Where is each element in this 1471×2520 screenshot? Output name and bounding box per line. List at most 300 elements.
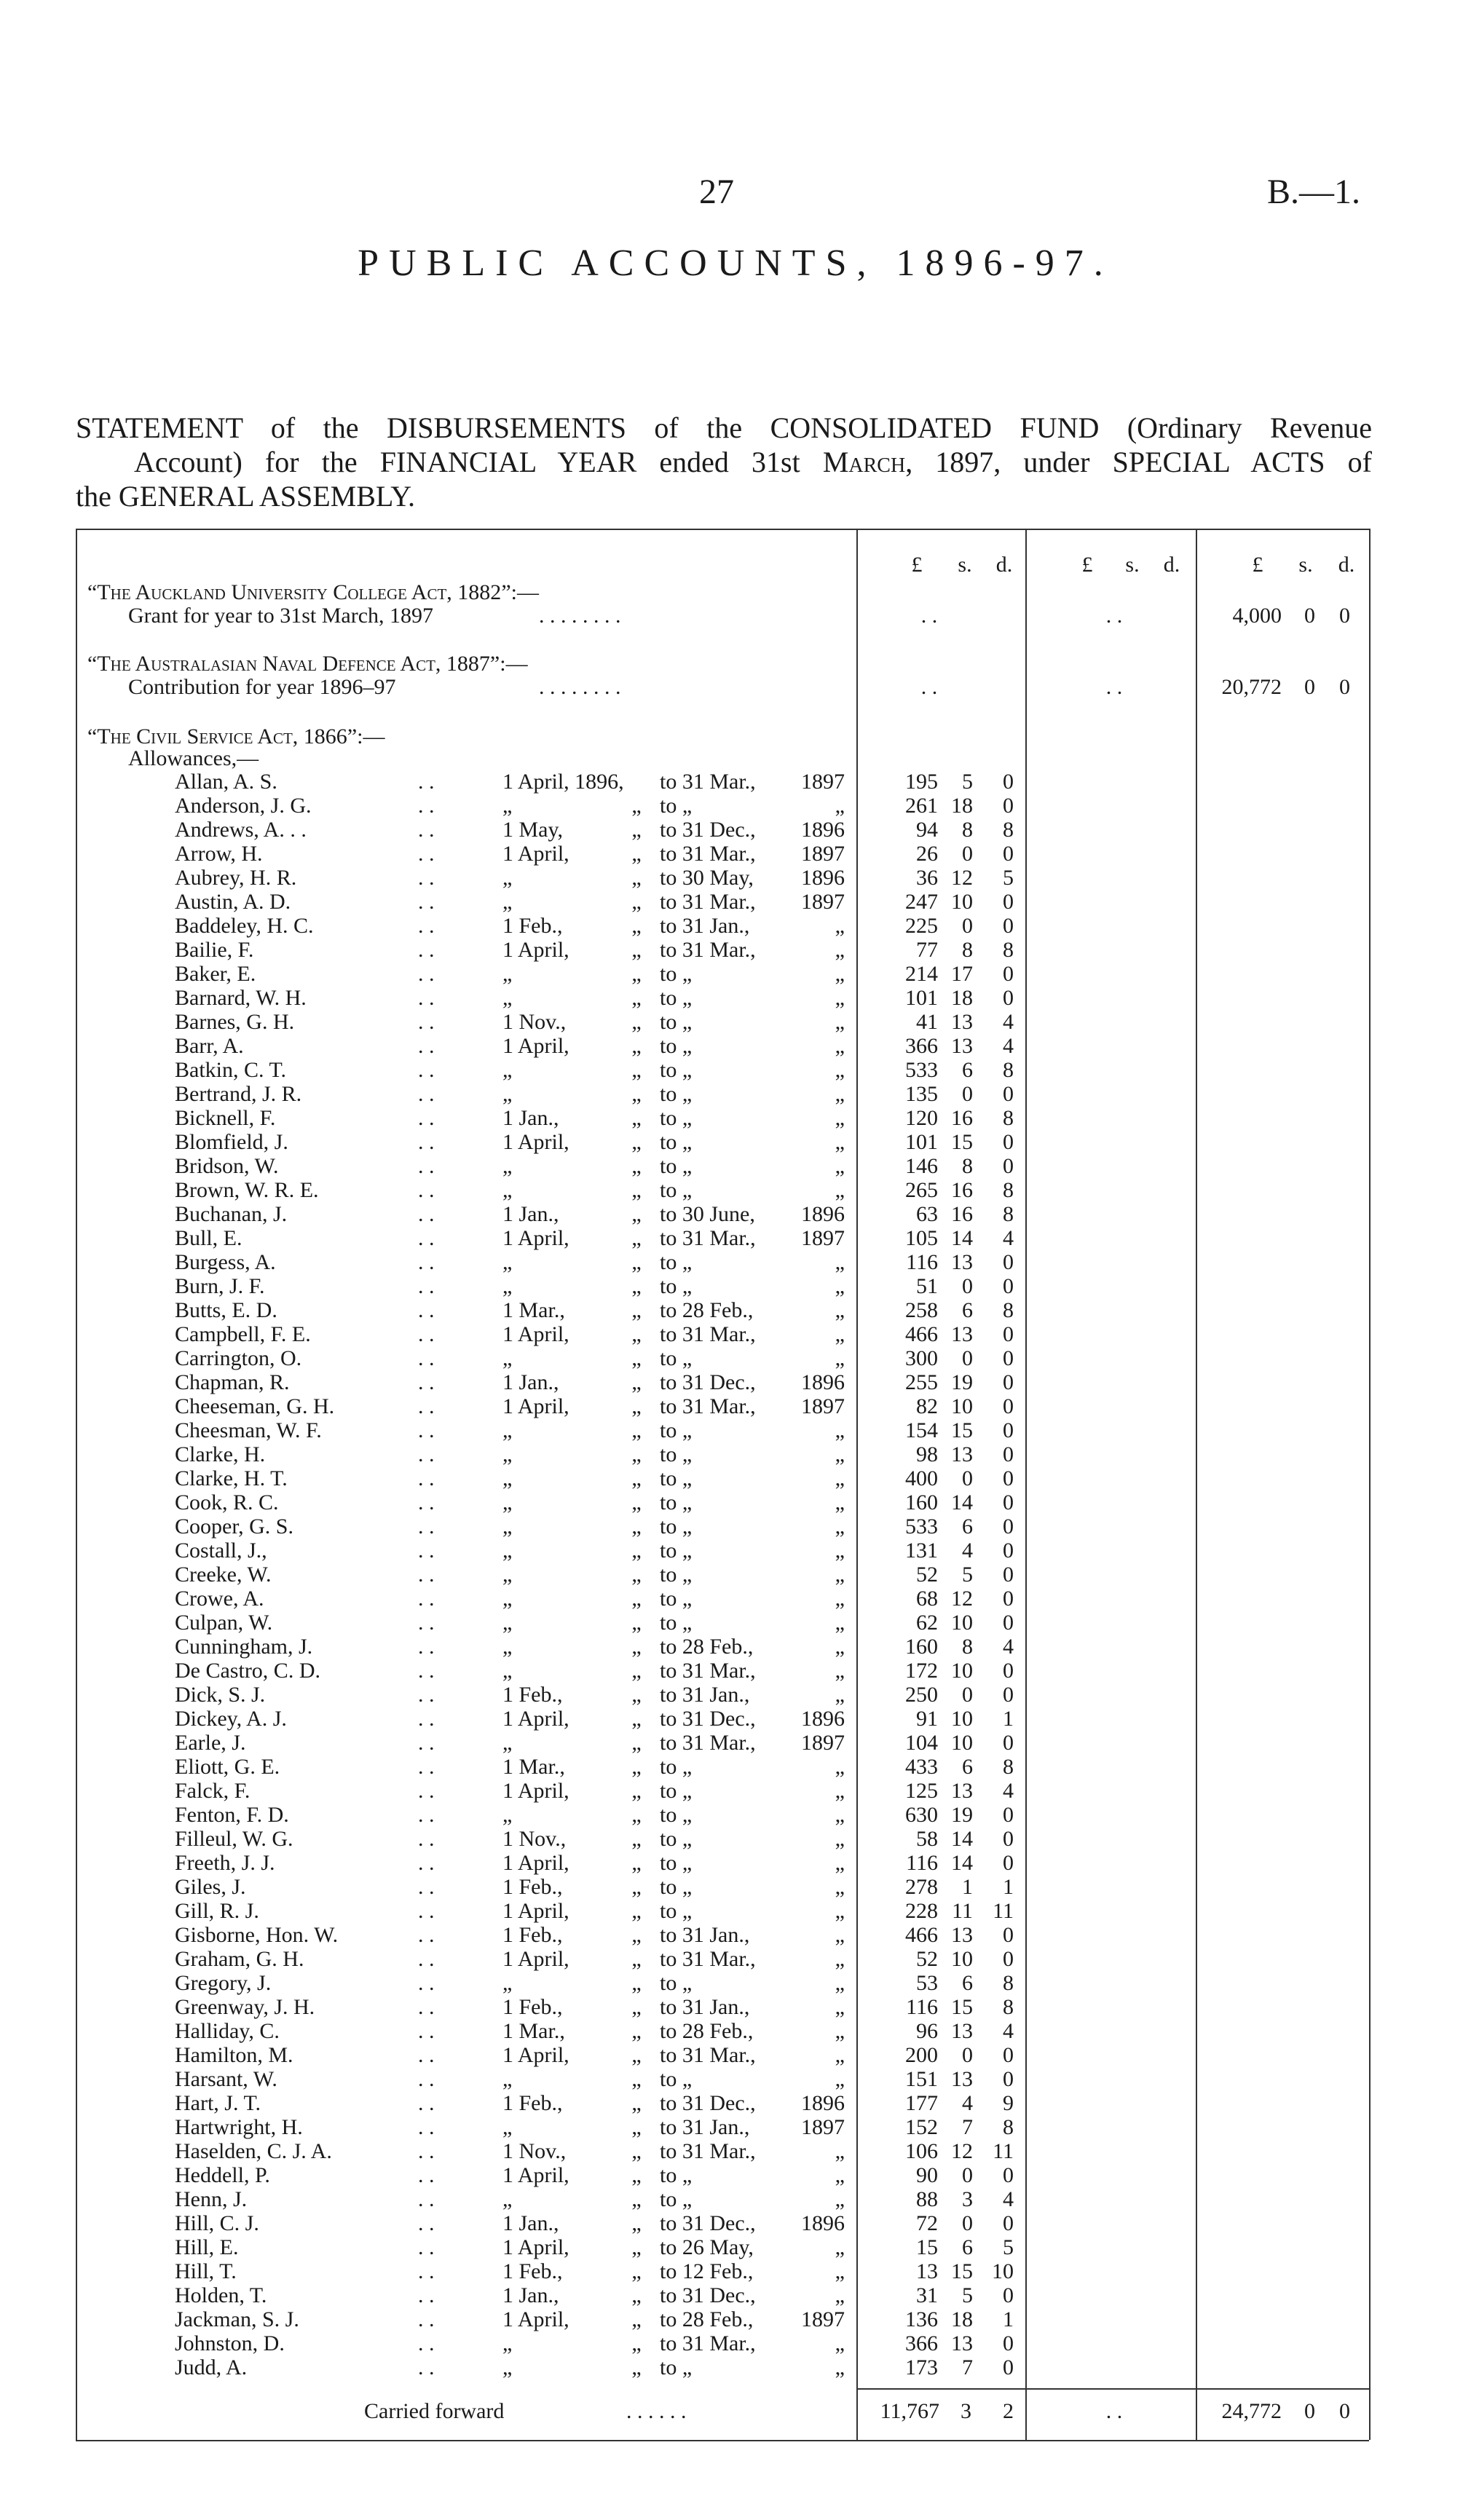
from-date: „: [502, 2187, 513, 2211]
leader-dots: . .: [418, 1827, 435, 1851]
amount-shillings: 6: [962, 1058, 973, 1082]
amount-shillings: 13: [951, 1010, 973, 1034]
payee-name: Batkin, C. T.: [175, 1058, 287, 1082]
year: „: [835, 2283, 845, 2307]
amount-pence: 0: [1003, 1587, 1014, 1611]
from-date: 1 April,: [502, 2163, 569, 2187]
amount-pence: 8: [1003, 1298, 1014, 1322]
year: 1897: [801, 842, 845, 866]
amount-pence: 0: [1003, 2163, 1014, 2187]
amount-pounds: 533: [905, 1514, 938, 1539]
ditto-mark: „: [631, 2115, 642, 2139]
amount-pence: 8: [1003, 1106, 1014, 1130]
amount-pounds: 104: [905, 1731, 938, 1755]
amount-pence: 0: [1003, 1346, 1014, 1370]
amount-shillings: 18: [951, 986, 973, 1010]
leader-dots: . .: [418, 1250, 435, 1274]
statement-line-2b: , 1897, under SPECIAL ACTS of: [905, 446, 1372, 478]
leader-dots: . .: [418, 1106, 435, 1130]
leader-dots: . .: [418, 1322, 435, 1346]
amount-shillings: 10: [951, 1731, 973, 1755]
amount-shillings: 13: [951, 1779, 973, 1803]
ditto-mark: „: [631, 1779, 642, 1803]
payee-name: Costall, J.,: [175, 1539, 267, 1563]
ditto-mark: „: [631, 1803, 642, 1827]
to-date: to „: [660, 986, 693, 1010]
to-date: to „: [660, 1587, 693, 1611]
amount-pounds: 106: [905, 2139, 938, 2163]
payee-name: Graham, G. H.: [175, 1947, 304, 1971]
amount-shillings: 12: [951, 866, 973, 890]
amount-shillings: 13: [951, 1322, 973, 1346]
leader-dots: . .: [418, 1466, 435, 1490]
to-date: to 31 Mar.,: [660, 938, 756, 962]
payee-name: Falck, F.: [175, 1779, 251, 1803]
ditto-mark: „: [631, 1058, 642, 1082]
ditto-mark: „: [631, 1250, 642, 1274]
year: 1897: [801, 890, 845, 914]
ditto-mark: „: [631, 1274, 642, 1298]
leader-dots: . .: [418, 2307, 435, 2331]
payee-name: Giles, J.: [175, 1875, 246, 1899]
ditto-mark: „: [631, 2307, 642, 2331]
to-date: to „: [660, 1058, 693, 1082]
leader-dots: . .: [418, 1659, 435, 1683]
amount-pounds: 62: [916, 1611, 938, 1635]
statement-heading: [76, 411, 1372, 513]
table-right-rule: [1369, 529, 1371, 2440]
ditto-mark: „: [631, 2259, 642, 2283]
amount-shillings: 0: [962, 1346, 973, 1370]
ditto-mark: „: [631, 1490, 642, 1514]
year: „: [835, 2043, 845, 2067]
leader-dots: . .: [418, 2355, 435, 2379]
amount-pounds: 195: [905, 770, 938, 794]
amount-pence: 4: [1003, 1034, 1014, 1058]
ditto-mark: „: [631, 842, 642, 866]
amount-pounds: 135: [905, 1082, 938, 1106]
amount-pounds: 247: [905, 890, 938, 914]
amount-pence: 8: [1003, 1995, 1014, 2019]
leader-dots: . . . . . .: [626, 2399, 687, 2423]
payee-name: Fenton, F. D.: [175, 1803, 289, 1827]
to-date: to „: [660, 1130, 693, 1154]
to-date: to „: [660, 794, 693, 818]
amount-shillings: 14: [951, 1827, 973, 1851]
year: „: [835, 1875, 845, 1899]
ditto-mark: „: [631, 1010, 642, 1034]
to-date: to 31 Mar.,: [660, 1659, 756, 1683]
to-date: to „: [660, 1803, 693, 1827]
from-date: 1 April,: [502, 1226, 569, 1250]
from-date: 1 April,: [502, 1322, 569, 1346]
to-date: to 31 Mar.,: [660, 890, 756, 914]
amount-pence: 5: [1003, 866, 1014, 890]
ditto-mark: „: [631, 2235, 642, 2259]
ditto-mark: „: [631, 2187, 642, 2211]
to-date: to „: [660, 1490, 693, 1514]
to-date: to 31 Jan.,: [660, 2115, 750, 2139]
close-quote: ”:—: [501, 580, 539, 604]
amount-pounds: 116: [906, 1995, 938, 2019]
from-date: „: [502, 1250, 513, 1274]
payee-name: Hill, E.: [175, 2235, 239, 2259]
payee-name: Halliday, C.: [175, 2019, 280, 2043]
from-date: 1 Feb.,: [502, 2259, 563, 2283]
amount-pence: 0: [1003, 1563, 1014, 1587]
payee-name: Barr, A.: [175, 1034, 244, 1058]
year: „: [835, 1755, 845, 1779]
payee-name: De Castro, C. D.: [175, 1659, 320, 1683]
amount-pence: 0: [1003, 962, 1014, 986]
amount-shillings: 13: [951, 1034, 973, 1058]
amount-shillings: 15: [951, 2259, 973, 2283]
leader-dots: . .: [418, 1058, 435, 1082]
payee-name: Barnes, G. H.: [175, 1010, 295, 1034]
leader-dots: . .: [418, 2043, 435, 2067]
ditto-mark: „: [631, 1875, 642, 1899]
to-date: to „: [660, 1514, 693, 1539]
statement-line-2a: Account) for the FINANCIAL YEAR ended 31st: [134, 446, 823, 478]
to-date: to 28 Feb.,: [660, 2307, 754, 2331]
payee-name: Gill, R. J.: [175, 1899, 259, 1923]
amount-shillings: 19: [951, 1803, 973, 1827]
col1-dots: . .: [920, 675, 938, 699]
to-date: to „: [660, 962, 693, 986]
leader-dots: . . . . . . . .: [539, 675, 621, 699]
amount-pence: 4: [1003, 1226, 1014, 1250]
ditto-mark: „: [631, 1298, 642, 1322]
leader-dots: . .: [418, 1707, 435, 1731]
year: 1897: [801, 1731, 845, 1755]
ditto-mark: „: [631, 866, 642, 890]
year: „: [835, 1274, 845, 1298]
from-date: „: [502, 1731, 513, 1755]
leader-dots: . .: [418, 914, 435, 938]
amount-pence: 1: [1003, 2307, 1014, 2331]
amount-pence: 0: [1003, 1947, 1014, 1971]
amount-pounds: 116: [906, 1851, 938, 1875]
payee-name: Arrow, H.: [175, 842, 263, 866]
amount-shillings: 13: [951, 2067, 973, 2091]
amount-shillings: 5: [962, 770, 973, 794]
statement-month: March: [822, 446, 906, 478]
col1-dots: . .: [920, 604, 938, 628]
amount-pence: 0: [1003, 1803, 1014, 1827]
from-date: „: [502, 2115, 513, 2139]
amount-pounds: 177: [905, 2091, 938, 2115]
to-date: to 31 Dec.,: [660, 1707, 756, 1731]
to-date: to „: [660, 1034, 693, 1058]
amount-pence: 0: [1003, 1683, 1014, 1707]
amount-pence: 0: [1003, 1418, 1014, 1442]
amount-pounds: 258: [905, 1298, 938, 1322]
from-date: 1 April, 1896,: [502, 770, 624, 794]
section-title: [87, 725, 384, 749]
payee-name: Bertrand, J. R.: [175, 1082, 302, 1106]
amount-pence: 8: [1003, 818, 1014, 842]
year: „: [835, 2067, 845, 2091]
from-date: 1 Feb.,: [502, 1875, 563, 1899]
leader-dots: . .: [418, 866, 435, 890]
leader-dots: . .: [418, 770, 435, 794]
pence-header: d.: [1163, 553, 1180, 577]
ditto-mark: „: [631, 1971, 642, 1995]
payee-name: Cheeseman, G. H.: [175, 1394, 335, 1418]
year: „: [835, 1250, 845, 1274]
leader-dots: . .: [418, 1394, 435, 1418]
year: „: [835, 2259, 845, 2283]
to-date: to „: [660, 2187, 693, 2211]
amount-pounds: 261: [905, 794, 938, 818]
amount-shillings: 6: [962, 1755, 973, 1779]
amount-pounds: 82: [916, 1394, 938, 1418]
amount-shillings: 10: [951, 1947, 973, 1971]
amount-shillings: 17: [951, 962, 973, 986]
ditto-mark: „: [631, 2091, 642, 2115]
from-date: „: [502, 1178, 513, 1202]
amount-pounds: 101: [905, 986, 938, 1010]
ditto-mark: „: [631, 1947, 642, 1971]
to-date: to „: [660, 1899, 693, 1923]
ditto-mark: „: [631, 2163, 642, 2187]
ditto-mark: „: [631, 1082, 642, 1106]
payee-name: Earle, J.: [175, 1731, 246, 1755]
to-date: to 30 May,: [660, 866, 754, 890]
from-date: „: [502, 1154, 513, 1178]
amount-pounds: 466: [905, 1923, 938, 1947]
amount-pounds: 630: [905, 1803, 938, 1827]
ditto-mark: „: [631, 1034, 642, 1058]
from-date: „: [502, 1563, 513, 1587]
year: „: [835, 2331, 845, 2355]
year: „: [835, 1539, 845, 1563]
amount-shillings: 13: [951, 1923, 973, 1947]
to-date: to „: [660, 1010, 693, 1034]
col2-dots: . .: [1105, 604, 1123, 628]
from-date: 1 Feb.,: [502, 1995, 563, 2019]
amount-pounds: 146: [905, 1154, 938, 1178]
ditto-mark: „: [631, 1394, 642, 1418]
to-date: to „: [660, 1178, 693, 1202]
ditto-mark: „: [631, 2283, 642, 2307]
amount-shillings: 6: [962, 1514, 973, 1539]
amount-shillings: 10: [951, 1707, 973, 1731]
amount-shillings: 4: [962, 2091, 973, 2115]
amount-pence: 0: [1003, 1370, 1014, 1394]
amount-pounds: 94: [916, 818, 938, 842]
to-date: to „: [660, 1274, 693, 1298]
ditto-mark: „: [631, 1731, 642, 1755]
column-divider-1: [856, 529, 858, 2440]
total-rule: [856, 2388, 1369, 2390]
amount-pence: 8: [1003, 1058, 1014, 1082]
ditto-mark: „: [631, 986, 642, 1010]
from-date: 1 April,: [502, 1034, 569, 1058]
from-date: 1 Jan.,: [502, 1370, 559, 1394]
amount-pence: 0: [1003, 1611, 1014, 1635]
to-date: to 31 Mar.,: [660, 770, 756, 794]
amount-shillings: 0: [1304, 604, 1315, 628]
amount-shillings: 4: [962, 1539, 973, 1563]
from-date: „: [502, 1490, 513, 1514]
leader-dots: . .: [418, 962, 435, 986]
amount-shillings: 0: [962, 2043, 973, 2067]
payee-name: Eliott, G. E.: [175, 1755, 280, 1779]
open-quote: “: [87, 724, 98, 749]
amount-shillings: 0: [962, 2211, 973, 2235]
payee-name: Cunningham, J.: [175, 1635, 313, 1659]
payee-name: Buchanan, J.: [175, 1202, 288, 1226]
year: „: [835, 1106, 845, 1130]
amount-pounds: 131: [905, 1539, 938, 1563]
leader-dots: . .: [418, 1034, 435, 1058]
from-date: 1 May,: [502, 818, 564, 842]
year: „: [835, 1298, 845, 1322]
amount-shillings: 18: [951, 794, 973, 818]
payee-name: Bicknell, F.: [175, 1106, 276, 1130]
payee-name: Hamilton, M.: [175, 2043, 293, 2067]
amount-pence: 4: [1003, 1635, 1014, 1659]
table-top-rule: [76, 529, 1369, 530]
payee-name: Crowe, A.: [175, 1587, 264, 1611]
amount-pounds: 20,772: [1221, 675, 1282, 699]
open-quote: “: [87, 580, 98, 604]
payee-name: Carrington, O.: [175, 1346, 302, 1370]
ditto-mark: „: [631, 938, 642, 962]
from-date: 1 Feb.,: [502, 914, 563, 938]
amount-shillings: 6: [962, 1298, 973, 1322]
leader-dots: . .: [418, 1082, 435, 1106]
year: „: [835, 1154, 845, 1178]
leader-dots: . .: [418, 1370, 435, 1394]
shilling-header: s.: [958, 553, 972, 577]
to-date: to 26 May,: [660, 2235, 754, 2259]
amount-pence: 0: [1003, 1130, 1014, 1154]
amount-pounds: 63: [916, 1202, 938, 1226]
amount-pounds: 125: [905, 1779, 938, 1803]
pence-header: d.: [995, 553, 1013, 577]
ditto-mark: „: [631, 2043, 642, 2067]
amount-pounds: 278: [905, 1875, 938, 1899]
from-date: 1 April,: [502, 2235, 569, 2259]
from-date: „: [502, 986, 513, 1010]
to-date: to 31 Mar.,: [660, 2331, 756, 2355]
leader-dots: . .: [418, 1490, 435, 1514]
leader-dots: . .: [418, 986, 435, 1010]
payee-name: Holden, T.: [175, 2283, 267, 2307]
leader-dots: . .: [418, 1731, 435, 1755]
act-name: The Civil Service Act, 1866: [97, 724, 347, 749]
page-number: 27: [699, 173, 734, 211]
amount-shillings: 13: [951, 1250, 973, 1274]
year: „: [835, 1346, 845, 1370]
amount-pence: 0: [1003, 1851, 1014, 1875]
pound-header: £: [1081, 553, 1093, 577]
from-date: 1 April,: [502, 1947, 569, 1971]
year: 1897: [801, 770, 845, 794]
to-date: to 31 Jan.,: [660, 1683, 750, 1707]
payee-name: Chapman, R.: [175, 1370, 290, 1394]
year: 1897: [801, 1226, 845, 1250]
to-date: to „: [660, 1971, 693, 1995]
payee-name: Bailie, F.: [175, 938, 254, 962]
amount-pounds: 72: [916, 2211, 938, 2235]
to-date: to 28 Feb.,: [660, 1298, 754, 1322]
to-date: to 31 Jan.,: [660, 914, 750, 938]
year: 1896: [801, 1370, 845, 1394]
year: „: [835, 1130, 845, 1154]
amount-pence: 5: [1003, 2235, 1014, 2259]
from-date: „: [502, 1539, 513, 1563]
ditto-mark: „: [631, 962, 642, 986]
col1-pence: 2: [1003, 2399, 1014, 2423]
amount-pence: 9: [1003, 2091, 1014, 2115]
year: „: [835, 2187, 845, 2211]
to-date: to 31 Mar.,: [660, 842, 756, 866]
leader-dots: . .: [418, 1779, 435, 1803]
amount-shillings: 8: [962, 1154, 973, 1178]
amount-shillings: 13: [951, 2019, 973, 2043]
col1-shillings: 3: [961, 2399, 971, 2423]
amount-pounds: 154: [905, 1418, 938, 1442]
amount-shillings: 0: [962, 2163, 973, 2187]
from-date: „: [502, 1466, 513, 1490]
amount-pounds: 250: [905, 1683, 938, 1707]
close-quote: ”:—: [347, 724, 385, 749]
amount-shillings: 3: [962, 2187, 973, 2211]
amount-pounds: 225: [905, 914, 938, 938]
amount-pounds: 41: [916, 1010, 938, 1034]
ditto-mark: „: [631, 1178, 642, 1202]
amount-pounds: 91: [916, 1707, 938, 1731]
payee-name: Cooper, G. S.: [175, 1514, 293, 1539]
year: „: [835, 1851, 845, 1875]
ditto-mark: „: [631, 1442, 642, 1466]
to-date: to 31 Mar.,: [660, 1947, 756, 1971]
payee-name: Burgess, A.: [175, 1250, 276, 1274]
from-date: „: [502, 1346, 513, 1370]
amount-pounds: 400: [905, 1466, 938, 1490]
amount-shillings: 7: [962, 2115, 973, 2139]
from-date: „: [502, 2331, 513, 2355]
to-date: to „: [660, 2355, 693, 2379]
amount-shillings: 10: [951, 1611, 973, 1635]
amount-pence: 0: [1339, 675, 1350, 699]
to-date: to „: [660, 1539, 693, 1563]
ditto-mark: „: [631, 1707, 642, 1731]
leader-dots: . .: [418, 1611, 435, 1635]
col3-pounds: 24,772: [1221, 2399, 1282, 2423]
amount-shillings: 18: [951, 2307, 973, 2331]
amount-pence: 0: [1003, 1539, 1014, 1563]
ditto-mark: „: [631, 2331, 642, 2355]
amount-pence: 8: [1003, 2115, 1014, 2139]
amount-pounds: 13: [916, 2259, 938, 2283]
to-date: to 28 Feb.,: [660, 1635, 754, 1659]
amount-pounds: 160: [905, 1635, 938, 1659]
year: „: [835, 1779, 845, 1803]
amount-pence: 8: [1003, 1971, 1014, 1995]
payee-name: Cheesman, W. F.: [175, 1418, 322, 1442]
ditto-mark: „: [631, 1563, 642, 1587]
leader-dots: . .: [418, 2187, 435, 2211]
amount-pence: 4: [1003, 1779, 1014, 1803]
amount-shillings: 6: [962, 2235, 973, 2259]
open-quote: “: [87, 652, 98, 676]
amount-pounds: 533: [905, 1058, 938, 1082]
from-date: „: [502, 1082, 513, 1106]
